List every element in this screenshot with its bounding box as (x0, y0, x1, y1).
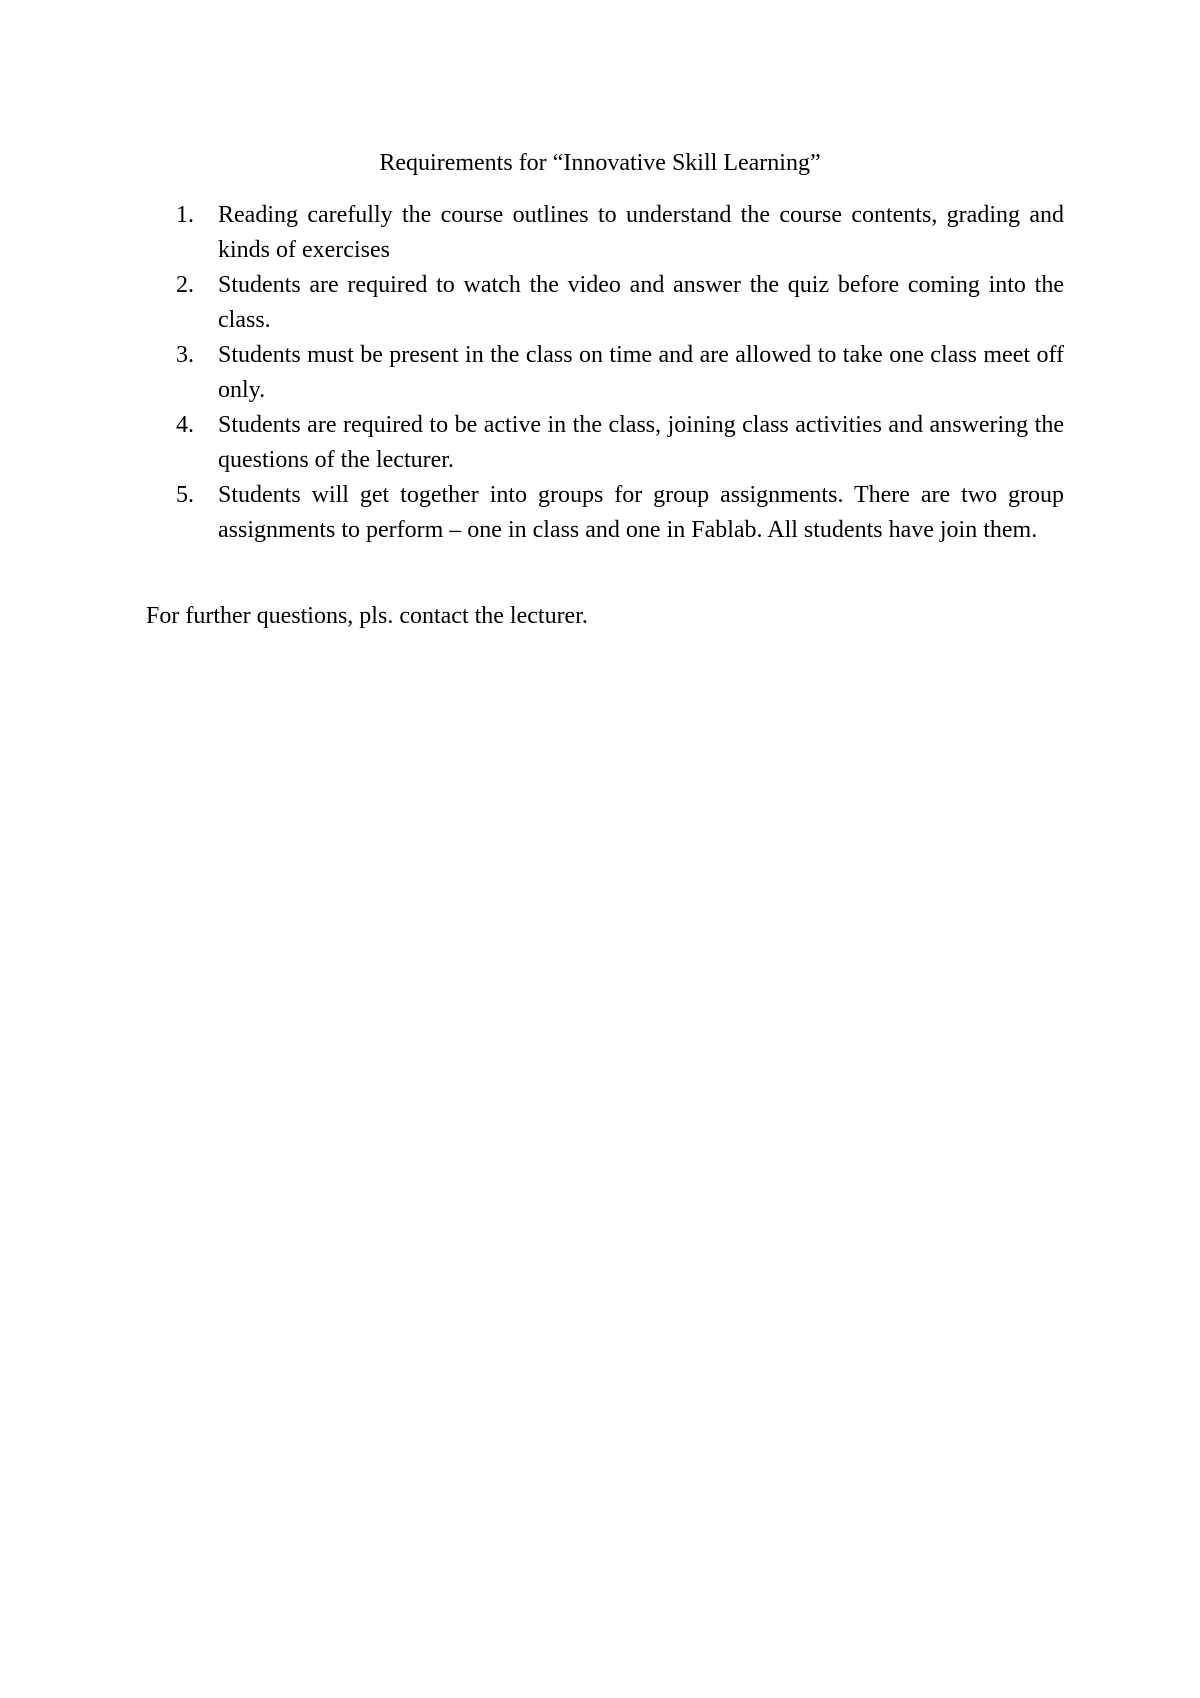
closing-note: For further questions, pls. contact the lecturer. (146, 603, 588, 629)
page-title: Requirements for “Innovative Skill Learning” (379, 150, 821, 176)
list-item-number: 4. (176, 412, 194, 438)
list-item (176, 478, 1064, 548)
list-item-number: 5. (176, 482, 194, 508)
list-item-number: 3. (176, 342, 194, 368)
list-item-number: 1. (176, 202, 194, 228)
list-item (176, 268, 1064, 338)
list-item-number: 2. (176, 272, 194, 298)
list-item-text: Reading carefully the course outlines to understand the course contents, grading and kinds of exercises (218, 202, 1064, 263)
list-item-text: Students will get together into groups for group assignments. There are two group assignments to perform – one in class and one in Fablab. All students have join them. (218, 482, 1064, 543)
list-item (176, 408, 1064, 478)
requirements-list (176, 198, 1064, 548)
list-item-text: Students are required to be active in the class, joining class activities and answering the questions of the lecturer. (218, 412, 1064, 473)
list-item-text: Students must be present in the class on time and are allowed to take one class meet off only. (218, 342, 1064, 403)
list-item (176, 198, 1064, 268)
list-item-text: Students are required to watch the video and answer the quiz before coming into the class. (218, 272, 1064, 333)
list-item (176, 338, 1064, 408)
